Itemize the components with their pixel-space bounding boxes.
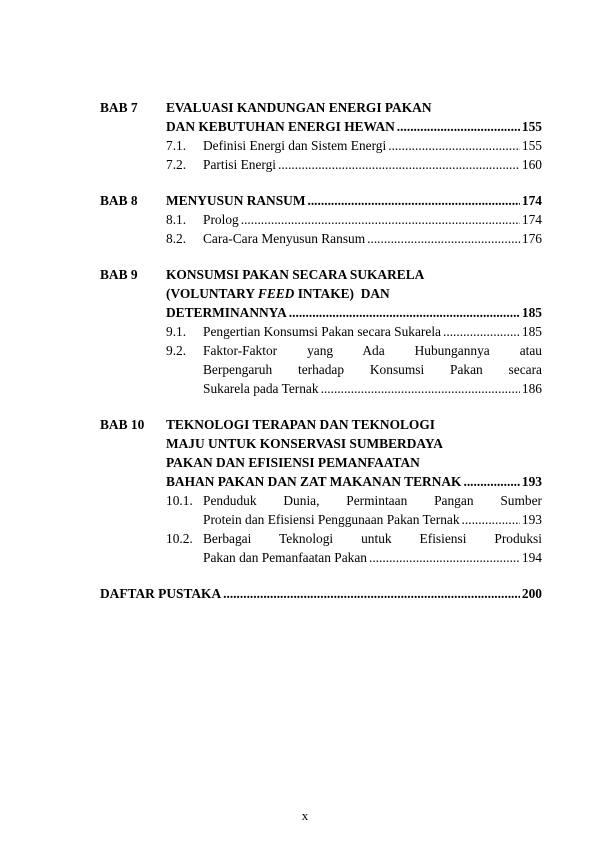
chapter-title-line: MENYUSUN RANSUM	[166, 193, 306, 208]
italic-term: FEED	[257, 286, 295, 301]
page-number: 194	[521, 550, 542, 565]
dot-leader	[462, 510, 520, 529]
page-number: 185	[521, 324, 542, 339]
chapter-title-line: PAKAN DAN EFISIENSI PEMANFAATAN	[166, 455, 420, 470]
section-title: Sukarela pada Ternak	[203, 381, 319, 396]
section-number: 10.2.	[166, 531, 193, 546]
dot-leader	[321, 379, 520, 398]
section-number: 7.2.	[166, 157, 187, 172]
toc-chapter-9	[100, 265, 542, 398]
footer-page-number: x	[301, 808, 309, 823]
dot-leader	[443, 322, 520, 341]
section-title: Pakan dan Pemanfaatan Pakan	[203, 550, 367, 565]
dot-leader	[367, 229, 520, 248]
section-number: 9.2.	[166, 343, 187, 358]
page-number: 174	[521, 193, 542, 208]
dot-leader	[289, 303, 520, 322]
page-number: 155	[521, 119, 542, 134]
chapter-title-line: DETERMINANNYA	[166, 305, 287, 320]
page-number: 174	[521, 212, 542, 227]
page-number: 185	[521, 305, 542, 320]
toc-subentry[interactable]	[166, 229, 542, 248]
section-title: Prolog	[203, 212, 239, 227]
section-title: Cara-Cara Menyusun Ransum	[203, 231, 366, 246]
page-number: 200	[521, 586, 542, 601]
page-number: 176	[521, 231, 542, 246]
chapter-title-line: BAHAN PAKAN DAN ZAT MAKANAN TERNAK	[166, 474, 462, 489]
section-number: 8.2.	[166, 231, 187, 246]
chapter-title-line: DAN KEBUTUHAN ENERGI HEWAN	[166, 119, 395, 134]
chapter-title-line: (VOLUNTARY FEED INTAKE) DAN	[166, 286, 390, 301]
dot-leader	[278, 155, 520, 174]
chapter-label: BAB 8	[100, 193, 138, 208]
dot-leader	[241, 210, 520, 229]
toc-subentry[interactable]	[166, 322, 542, 341]
section-number: 9.1.	[166, 324, 187, 339]
section-number: 10.1.	[166, 493, 193, 508]
page-number: 193	[521, 512, 542, 527]
section-title: Pengertian Konsumsi Pakan secara Sukarela	[203, 324, 441, 339]
toc-daftar-pustaka[interactable]	[100, 584, 542, 603]
section-title-line: Penduduk Dunia, Permintaan Pangan Sumber	[203, 493, 542, 508]
toc-subentry[interactable]	[166, 491, 542, 529]
dot-leader	[463, 472, 519, 491]
table-of-contents	[100, 98, 542, 603]
dot-leader	[223, 584, 520, 603]
toc-entry[interactable]	[166, 472, 542, 491]
chapter-title-line: MAJU UNTUK KONSERVASI SUMBERDAYA	[166, 436, 443, 451]
section-number: 7.1.	[166, 138, 187, 153]
toc-entry[interactable]	[166, 191, 542, 210]
section-title: Protein dan Efisiensi Penggunaan Pakan Ternak	[203, 512, 460, 527]
toc-subentry[interactable]	[166, 529, 542, 567]
page-number: 193	[521, 474, 542, 489]
toc-subentry[interactable]	[166, 155, 542, 174]
toc-chapter-7	[100, 98, 542, 174]
chapter-label: BAB 9	[100, 267, 138, 282]
page-number: 160	[521, 157, 542, 172]
section-title: Partisi Energi	[203, 157, 277, 172]
daftar-pustaka-label: DAFTAR PUSTAKA	[100, 586, 222, 601]
toc-chapter-10	[100, 415, 542, 567]
chapter-label: BAB 7	[100, 100, 138, 115]
section-title-line: Berpengaruh terhadap Konsumsi Pakan secara	[203, 362, 542, 377]
section-title-line: Berbagai Teknologi untuk Efisiensi Produksi	[203, 531, 542, 546]
toc-subentry[interactable]	[166, 341, 542, 398]
section-title: Definisi Energi dan Sistem Energi	[203, 138, 387, 153]
toc-subentry[interactable]	[166, 210, 542, 229]
chapter-title-line: KONSUMSI PAKAN SECARA SUKARELA	[166, 267, 425, 282]
section-number: 8.1.	[166, 212, 187, 227]
toc-entry[interactable]	[166, 303, 542, 322]
dot-leader	[397, 117, 520, 136]
chapter-title-line: TEKNOLOGI TERAPAN DAN TEKNOLOGI	[166, 417, 435, 432]
page-number: 155	[521, 138, 542, 153]
toc-entry[interactable]	[166, 117, 542, 136]
section-title-line: Faktor-Faktor yang Ada Hubungannya atau	[203, 343, 542, 358]
toc-subentry[interactable]	[166, 136, 542, 155]
chapter-label: BAB 10	[100, 417, 145, 432]
dot-leader	[307, 191, 519, 210]
dot-leader	[369, 548, 520, 567]
dot-leader	[388, 136, 520, 155]
toc-chapter-8	[100, 191, 542, 248]
page-number: 186	[521, 381, 542, 396]
chapter-title-line: EVALUASI KANDUNGAN ENERGI PAKAN	[166, 100, 432, 115]
